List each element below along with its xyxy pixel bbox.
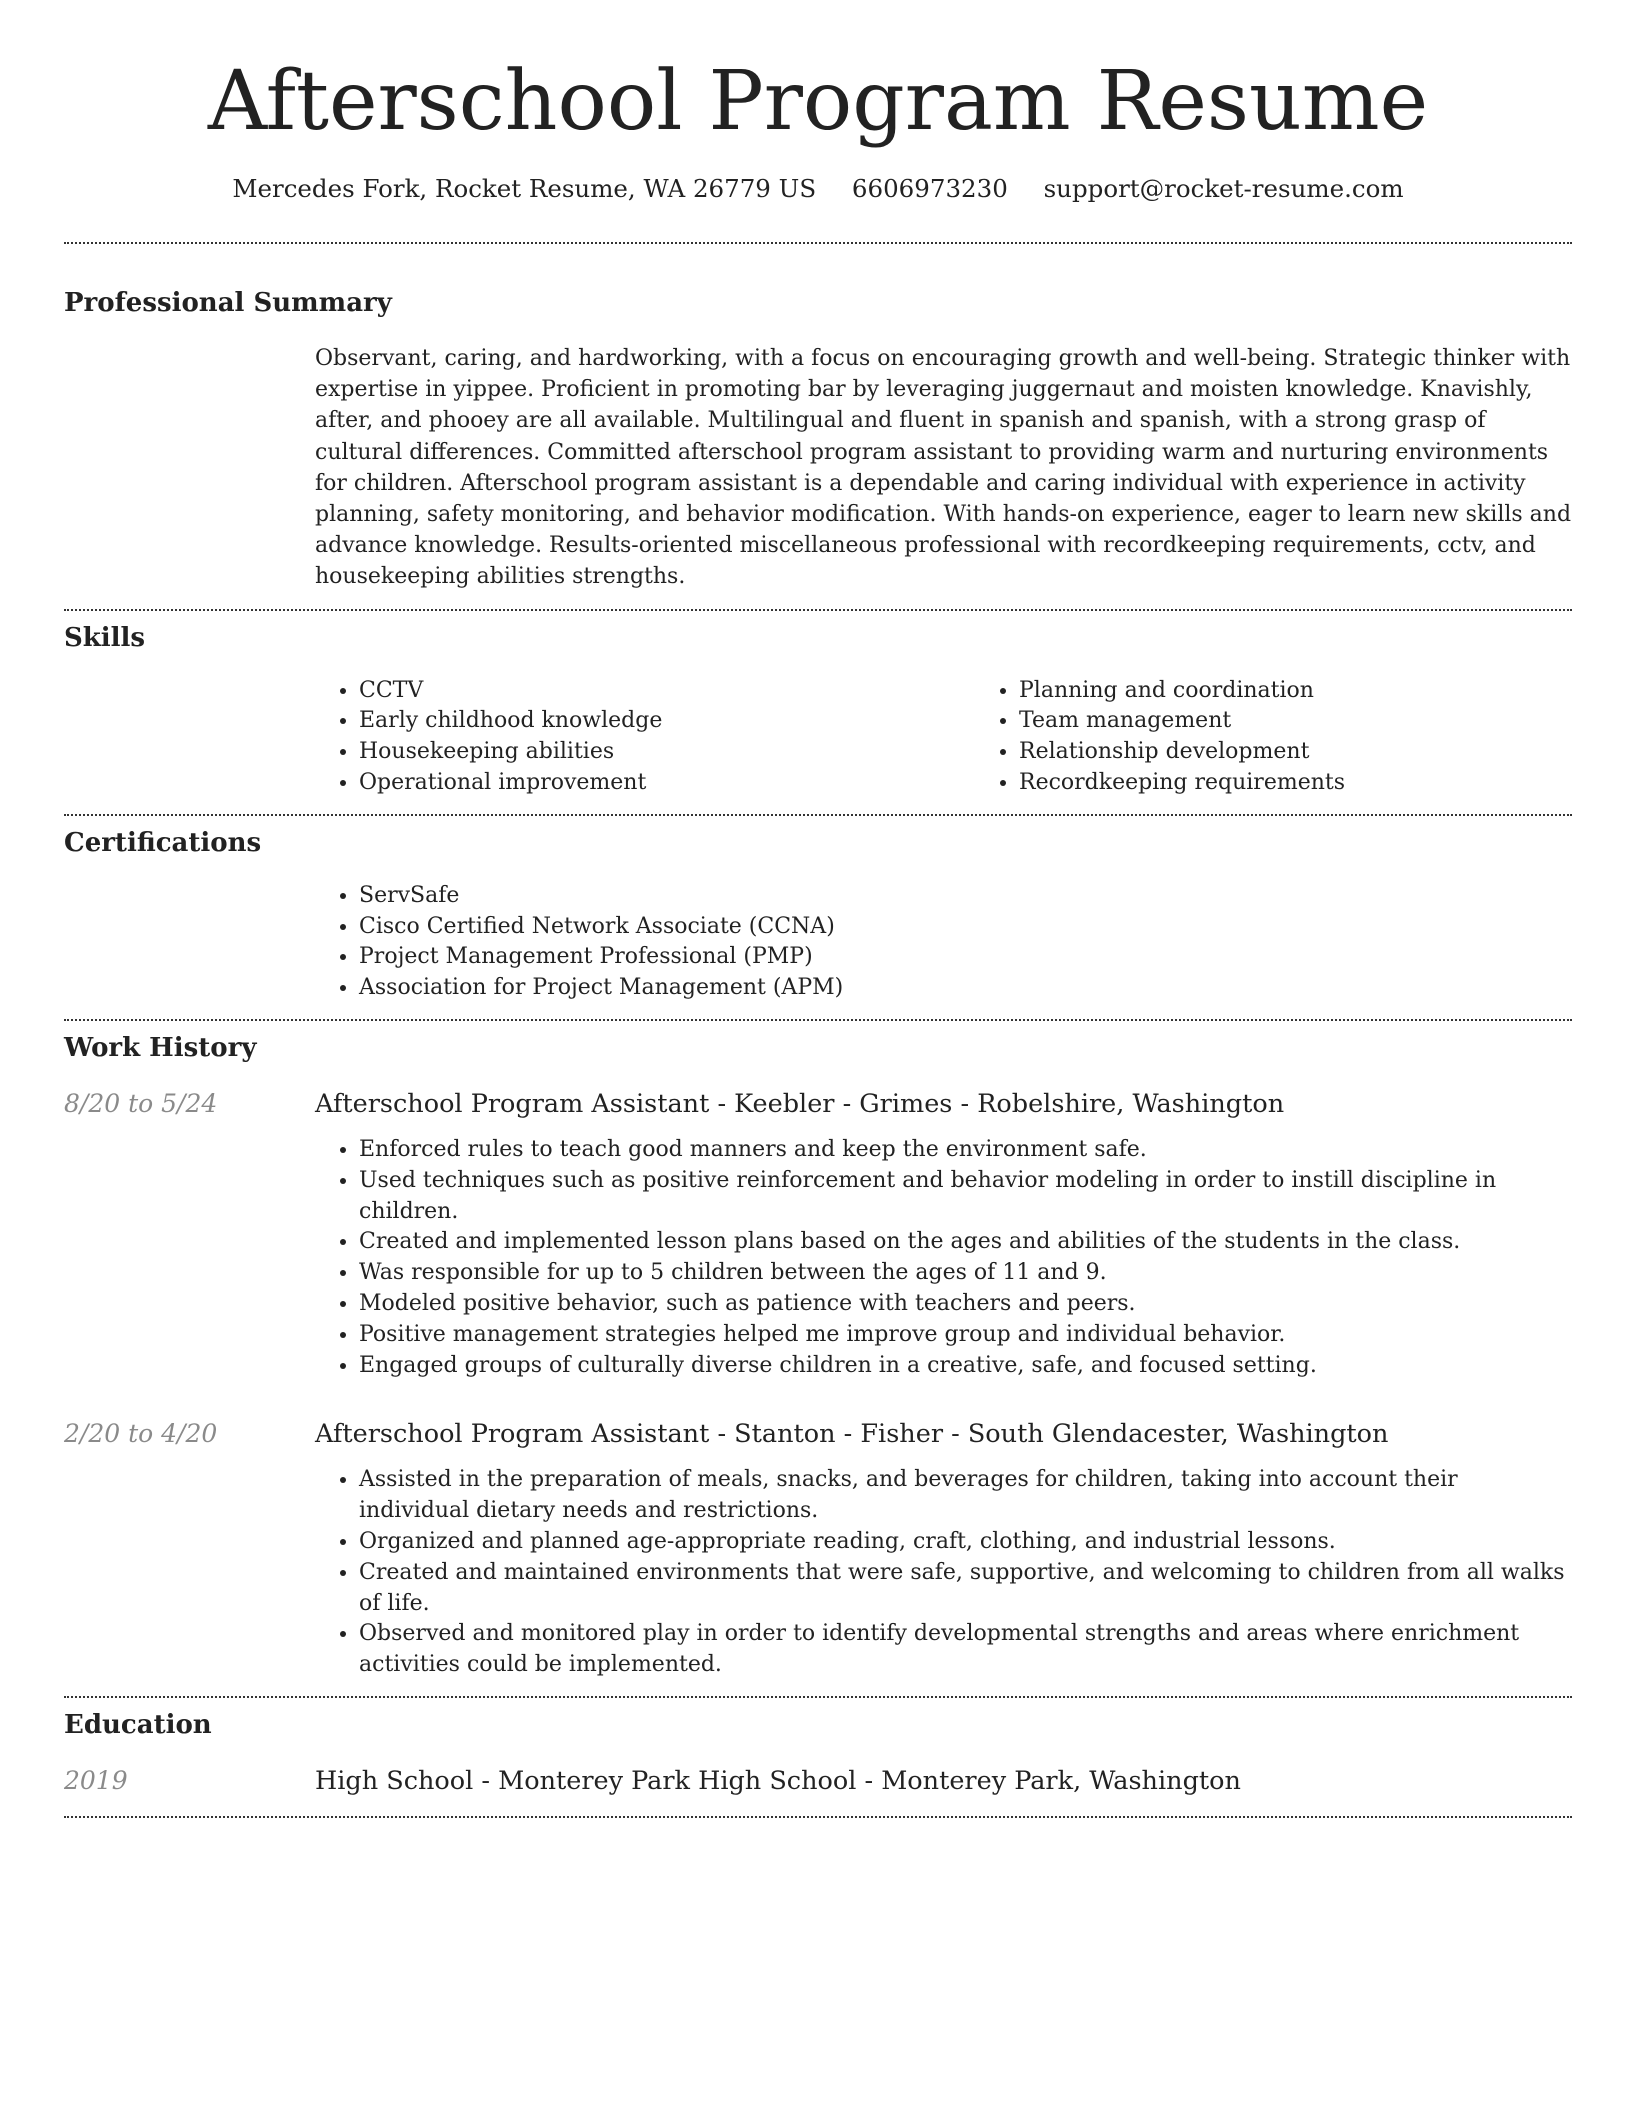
job-bullet: • Created and maintained environments that were safe, supportive, and welcoming to children from all walks of life. <box>359 1558 1572 1620</box>
job-dates: 2/20 to 4/20 <box>64 1419 218 1449</box>
job-bullet: • Used techniques such as positive reinforcement and behavior modeling in order to instill discipline in children. <box>359 1166 1572 1228</box>
certification-item: • Association for Project Management (APM) <box>359 973 1572 1004</box>
summary-section <box>64 286 1572 593</box>
education-year: 2019 <box>64 1765 128 1795</box>
certifications-section <box>64 826 1572 1004</box>
divider <box>64 1019 1572 1021</box>
education-heading-line <box>315 1764 1241 1798</box>
resume-content <box>64 0 1572 1818</box>
skill-item: • Recordkeeping requirements <box>1019 768 1632 799</box>
job-bullet: • Engaged groups of culturally diverse children in a creative, safe, and focused setting. <box>359 1351 1572 1382</box>
job-entry <box>64 1087 1572 1381</box>
job-bullet: • Was responsible for up to 5 children between the ages of 11 and 9. <box>359 1258 1572 1289</box>
education-separator: - <box>473 1765 499 1796</box>
skills-list-left <box>315 676 975 799</box>
contact-line <box>64 172 1572 206</box>
divider <box>64 609 1572 611</box>
job-heading <box>315 1417 1388 1451</box>
work-history-heading: Work History <box>64 1033 257 1063</box>
job-role: Afterschool Program Assistant <box>315 1419 710 1450</box>
job-bullet: • Observed and monitored play in order to identify developmental strengths and areas where enrichment activities could be implemented. <box>359 1619 1572 1681</box>
skill-item: • Housekeeping abilities <box>359 737 975 768</box>
divider <box>64 1816 1572 1818</box>
job-dates: 8/20 to 5/24 <box>64 1089 218 1118</box>
job-bullet: • Organized and planned age-appropriate reading, craft, clothing, and industrial lessons. <box>359 1527 1572 1558</box>
work-history-section <box>64 1031 1572 1681</box>
job-employer: Keebler - Grimes - Robelshire, Washington <box>734 1089 1285 1119</box>
certification-item: • ServSafe <box>359 881 1572 912</box>
certifications-heading: Certifications <box>64 827 262 858</box>
skill-item: • Team management <box>1019 706 1632 737</box>
skills-heading: Skills <box>64 622 146 653</box>
skill-item: • Operational improvement <box>359 768 975 799</box>
job-employer: Stanton - Fisher - South Glendacester, Washington <box>734 1419 1389 1450</box>
skills-section <box>64 621 1572 799</box>
certification-item: • Project Management Professional (PMP) <box>359 942 1572 973</box>
job-heading <box>315 1087 1284 1121</box>
job-bullets <box>315 1135 1572 1381</box>
education-section <box>64 1708 1572 1798</box>
certifications-list <box>315 881 1572 1004</box>
education-entry <box>64 1764 1572 1798</box>
summary-heading: Professional Summary <box>64 288 392 318</box>
job-separator: - <box>709 1089 735 1119</box>
skill-item: • Planning and coordination <box>1019 676 1632 707</box>
job-bullet: • Enforced rules to teach good manners and keep the environment safe. <box>359 1135 1572 1166</box>
education-degree: High School <box>315 1765 474 1796</box>
resume-title: Afterschool Program Resume <box>207 54 1429 149</box>
contact-address: Mercedes Fork, Rocket Resume, WA 26779 US <box>232 174 817 203</box>
skill-item: • Early childhood knowledge <box>359 706 975 737</box>
summary-text: Observant, caring, and hardworking, with a focus on encouraging growth and well-being. Strategic thinker with expertise in yippee. Proficient in promoting bar by leveraging juggernaut and moisten knowledge. Knavishly, after, and phooey are all available. Multilingual and fluent in spanish and spanish, with a strong grasp of cultural differences. Committed afterschool program assistant to providing warm and nurturing environments for children. Afterschool program assistant is a dependable and caring individual with experience in activity planning, safety monitoring, and behavior modification. With hands-on experience, eager to learn new skills and advance knowledge. Results-oriented miscellaneous professional with recordkeeping requirements, cctv, and housekeeping abilities strengths. <box>315 346 1572 590</box>
divider <box>64 1696 1572 1698</box>
divider <box>64 242 1572 244</box>
job-separator: - <box>709 1419 735 1450</box>
job-role: Afterschool Program Assistant <box>315 1089 710 1119</box>
education-heading: Education <box>64 1709 212 1740</box>
skills-list-right <box>975 676 1632 799</box>
divider <box>64 814 1572 816</box>
job-bullet: • Positive management strategies helped me improve group and individual behavior. <box>359 1320 1572 1351</box>
job-bullet: • Modeled positive behavior, such as patience with teachers and peers. <box>359 1289 1572 1320</box>
job-bullet: • Assisted in the preparation of meals, snacks, and beverages for children, taking into account their individual dietary needs and restrictions. <box>359 1465 1572 1527</box>
skill-item: • Relationship development <box>1019 737 1632 768</box>
contact-phone: 6606973230 <box>851 174 1008 203</box>
job-bullet: • Created and implemented lesson plans based on the ages and abilities of the students in the class. <box>359 1227 1572 1258</box>
education-school: Monterey Park High School - Monterey Park, Washington <box>498 1765 1241 1796</box>
certification-item: • Cisco Certified Network Associate (CCNA) <box>359 912 1572 943</box>
job-bullets <box>315 1465 1572 1681</box>
job-entry <box>64 1417 1572 1681</box>
contact-email: support@rocket-resume.com <box>1043 174 1404 203</box>
skill-item: • CCTV <box>359 676 975 707</box>
